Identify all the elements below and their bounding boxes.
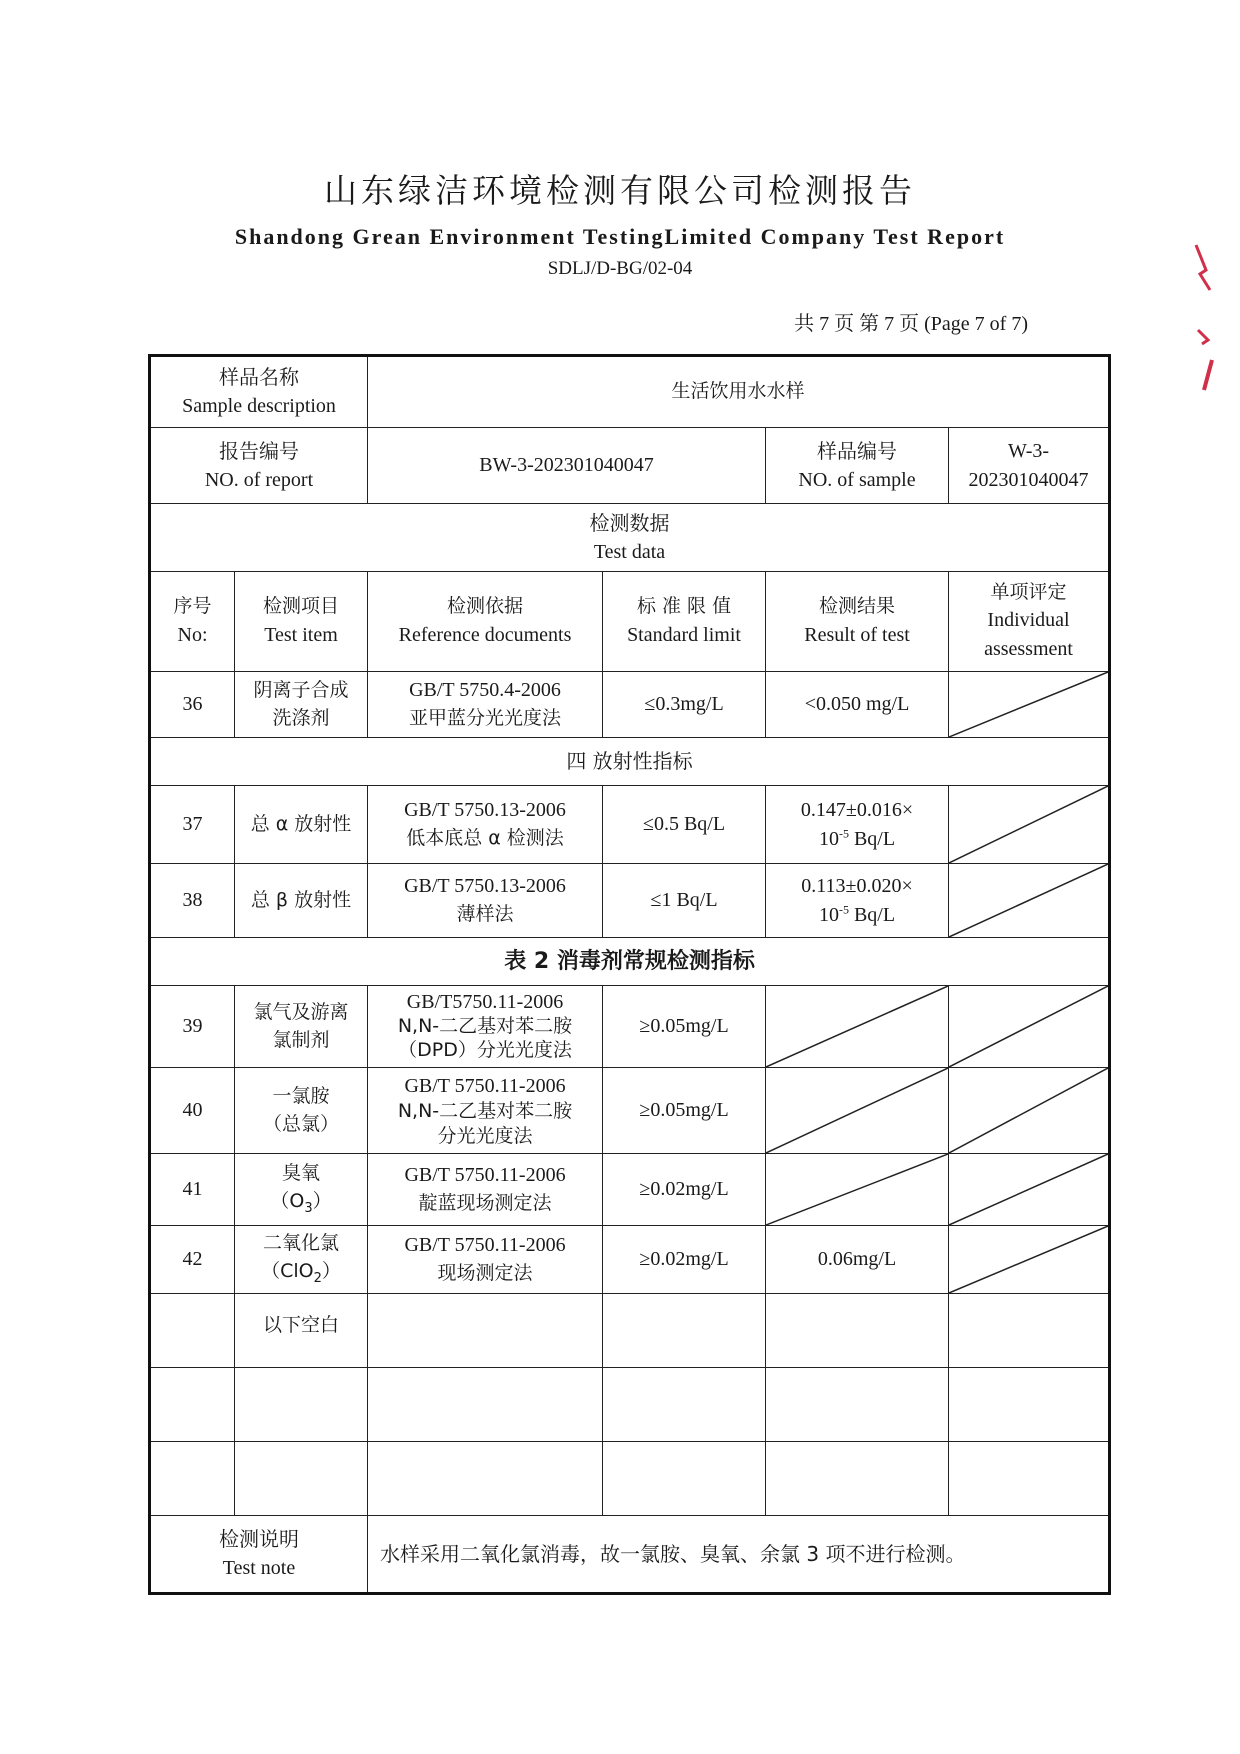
row-item	[235, 1068, 368, 1154]
table-row	[150, 986, 1110, 1068]
test-data-cn: 检测数据	[589, 510, 670, 535]
col-assess	[949, 572, 1110, 672]
row-item-line: 洗涤剂	[272, 706, 330, 729]
row-no: 39	[150, 986, 235, 1068]
row-result-line	[770, 825, 944, 854]
row-item	[235, 672, 368, 738]
col-assess-en1: Individual	[987, 609, 1070, 632]
row-assess-slash	[949, 986, 1110, 1068]
row-no: 41	[150, 1154, 235, 1226]
report-no-value: BW-3-202301040047	[368, 428, 766, 504]
report-no-label-en: NO. of report	[204, 468, 314, 491]
result-exp: -5	[838, 825, 849, 840]
col-item-en: Test item	[264, 623, 338, 646]
table-row	[150, 864, 1110, 938]
row-limit: ≥0.05mg/L	[603, 986, 766, 1068]
col-assess-en2: assessment	[984, 638, 1073, 661]
row-assess-slash	[949, 864, 1110, 938]
row-result	[766, 786, 949, 864]
blank-row	[150, 1294, 1110, 1368]
item-post: ）	[312, 1189, 332, 1212]
report-title-cn: 山东绿洁环境检测有限公司检测报告	[324, 171, 916, 210]
column-header-row	[150, 572, 1110, 672]
blank-cell	[603, 1294, 766, 1368]
blank-cell	[949, 1294, 1110, 1368]
row-ref-line: GB/T 5750.13-2006	[404, 875, 566, 898]
row-ref-line: 薄样法	[456, 903, 514, 926]
col-seq	[150, 572, 235, 672]
col-limit-en: Standard limit	[627, 623, 741, 646]
sample-row	[150, 356, 1110, 428]
col-item-cn: 检测项目	[263, 595, 340, 618]
blank-cell	[235, 1368, 368, 1442]
result-unit: Bq/L	[848, 827, 896, 850]
row-item-line: 氯气及游离	[253, 1000, 349, 1023]
item-sub: 2	[313, 1270, 322, 1286]
col-assess-cn: 单项评定	[990, 580, 1067, 603]
blank-cell	[603, 1442, 766, 1516]
row-no: 42	[150, 1226, 235, 1294]
row-no: 37	[150, 786, 235, 864]
row-ref-line: N,N-二乙基对苯二胺	[397, 1099, 573, 1122]
item-post: ）	[321, 1259, 341, 1282]
row-item-line: 阴离子合成	[253, 678, 349, 701]
blank-cell	[235, 1442, 368, 1516]
row-result-slash	[766, 1154, 949, 1226]
row-item	[235, 986, 368, 1068]
row-ref-line: 靛蓝现场测定法	[418, 1192, 552, 1215]
row-item-line: （总氯）	[263, 1112, 340, 1135]
row-no: 36	[150, 672, 235, 738]
row-ref-line: （DPD）分光光度法	[398, 1039, 572, 1061]
row-ref-line: GB/T 5750.11-2006	[404, 1074, 566, 1097]
sample-label-en: Sample description	[182, 395, 336, 417]
row-limit: ≥0.02mg/L	[603, 1226, 766, 1294]
row-ref-line: N,N-二乙基对苯二胺	[397, 1015, 573, 1038]
blank-below-label: 以下空白	[235, 1294, 368, 1368]
row-ref-line: GB/T 5750.11-2006	[404, 1164, 566, 1187]
row-ref-line: GB/T 5750.4-2006	[409, 679, 561, 702]
sample-no-label	[766, 428, 949, 504]
result-unit: Bq/L	[848, 903, 896, 926]
table-row	[150, 672, 1110, 738]
row-item: 总 β 放射性	[235, 864, 368, 938]
row-ref	[368, 864, 603, 938]
row-ref-line: GB/T5750.11-2006	[406, 991, 564, 1014]
col-ref-cn: 检测依据	[447, 595, 524, 618]
section-table2: 表 2 消毒剂常规检测指标	[150, 938, 1110, 986]
row-ref-line: GB/T 5750.13-2006	[404, 799, 566, 822]
row-limit: ≥0.02mg/L	[603, 1154, 766, 1226]
row-result-slash	[766, 986, 949, 1068]
row-ref	[368, 986, 603, 1068]
row-item-line: 氯制剂	[272, 1028, 330, 1051]
sample-label-cn: 样品名称	[219, 365, 299, 389]
blank-cell	[766, 1442, 949, 1516]
report-table	[148, 354, 1111, 1595]
row-ref	[368, 1226, 603, 1294]
row-ref	[368, 672, 603, 738]
item-pre: （ClO	[261, 1259, 314, 1282]
row-result-line: 0.147±0.016×	[800, 798, 914, 821]
report-no-label	[150, 428, 368, 504]
item-sub: 3	[304, 1200, 313, 1216]
sample-no-value: W-3-202301040047	[949, 428, 1110, 504]
col-ref	[368, 572, 603, 672]
row-ref-line: 低本底总 α 检测法	[406, 827, 564, 850]
row-limit: ≤1 Bq/L	[603, 864, 766, 938]
row-item	[235, 1226, 368, 1294]
row-ref-line: 现场测定法	[437, 1262, 533, 1285]
result-exp: -5	[838, 901, 849, 916]
row-result: 0.06mg/L	[766, 1226, 949, 1294]
row-ref-line: GB/T 5750.11-2006	[404, 1234, 566, 1257]
table-row	[150, 786, 1110, 864]
document-number: SDLJ/D-BG/02-04	[547, 258, 693, 279]
col-result-en: Result of test	[804, 623, 910, 646]
seal-fragment	[1188, 240, 1218, 400]
blank-cell	[949, 1442, 1110, 1516]
row-ref	[368, 1154, 603, 1226]
note-label-en: Test note	[222, 1557, 296, 1579]
row-item-line	[239, 1188, 363, 1219]
row-ref-line: 亚甲蓝分光光度法	[409, 707, 562, 730]
blank-cell	[150, 1294, 235, 1368]
sample-no-label-en: NO. of sample	[798, 468, 916, 491]
section-title-row	[150, 938, 1110, 986]
col-limit-cn: 标 准 限 值	[636, 595, 732, 618]
section-radioactivity: 四 放射性指标	[150, 738, 1110, 786]
row-result: <0.050 mg/L	[766, 672, 949, 738]
row-ref	[368, 1068, 603, 1154]
row-result	[766, 864, 949, 938]
blank-cell	[368, 1294, 603, 1368]
row-limit: ≤0.3mg/L	[603, 672, 766, 738]
blank-row	[150, 1368, 1110, 1442]
col-item	[235, 572, 368, 672]
row-item-line	[239, 1258, 363, 1289]
row-limit: ≤0.5 Bq/L	[603, 786, 766, 864]
blank-cell	[603, 1368, 766, 1442]
table-row	[150, 1226, 1110, 1294]
row-assess-slash	[949, 1226, 1110, 1294]
note-label-cn: 检测说明	[219, 1527, 299, 1551]
row-item-line: 臭氧	[282, 1162, 321, 1185]
page-info: 共 7 页 第 7 页 (Page 7 of 7)	[794, 313, 1028, 335]
row-no: 40	[150, 1068, 235, 1154]
row-ref-line: 分光光度法	[437, 1124, 533, 1147]
report-no-row	[150, 428, 1110, 504]
row-no: 38	[150, 864, 235, 938]
blank-row	[150, 1442, 1110, 1516]
row-ref	[368, 786, 603, 864]
blank-cell	[368, 1442, 603, 1516]
result-base: 10	[818, 903, 839, 926]
col-result-cn: 检测结果	[819, 595, 896, 618]
row-item-line: 二氧化氯	[263, 1232, 340, 1255]
row-item: 总 α 放射性	[235, 786, 368, 864]
test-data-row	[150, 504, 1110, 572]
note-label	[150, 1516, 368, 1594]
col-result	[766, 572, 949, 672]
note-row	[150, 1516, 1110, 1594]
blank-cell	[150, 1442, 235, 1516]
note-text: 水样采用二氧化氯消毒，故一氯胺、臭氧、余氯 3 项不进行检测。	[368, 1516, 1110, 1594]
table-row	[150, 1068, 1110, 1154]
report-no-label-cn: 报告编号	[219, 438, 299, 463]
row-assess-slash	[949, 672, 1110, 738]
blank-cell	[766, 1294, 949, 1368]
blank-cell	[150, 1368, 235, 1442]
table-row	[150, 1154, 1110, 1226]
test-data-en: Test data	[593, 540, 666, 563]
row-limit: ≥0.05mg/L	[603, 1068, 766, 1154]
col-limit	[603, 572, 766, 672]
row-assess-slash	[949, 1068, 1110, 1154]
col-seq-cn: 序号	[173, 595, 212, 618]
section-row	[150, 738, 1110, 786]
blank-cell	[368, 1368, 603, 1442]
sample-label	[150, 356, 368, 428]
row-assess-slash	[949, 786, 1110, 864]
row-item	[235, 1154, 368, 1226]
col-seq-en: No:	[177, 623, 208, 646]
row-result-slash	[766, 1068, 949, 1154]
row-assess-slash	[949, 1154, 1110, 1226]
row-item-line: 一氯胺	[272, 1084, 330, 1107]
report-title-en: Shandong Grean Environment TestingLimited Company Test Report	[234, 224, 1006, 249]
blank-cell	[949, 1368, 1110, 1442]
col-ref-en: Reference documents	[398, 623, 572, 646]
blank-cell	[766, 1368, 949, 1442]
test-data-heading	[150, 504, 1110, 572]
row-result-line: 0.113±0.020×	[801, 874, 913, 897]
row-result-line	[770, 901, 944, 930]
sample-value: 生活饮用水水样	[368, 356, 1110, 428]
item-pre: （O	[270, 1189, 305, 1212]
sample-no-label-cn: 样品编号	[817, 438, 898, 463]
result-base: 10	[818, 827, 839, 850]
